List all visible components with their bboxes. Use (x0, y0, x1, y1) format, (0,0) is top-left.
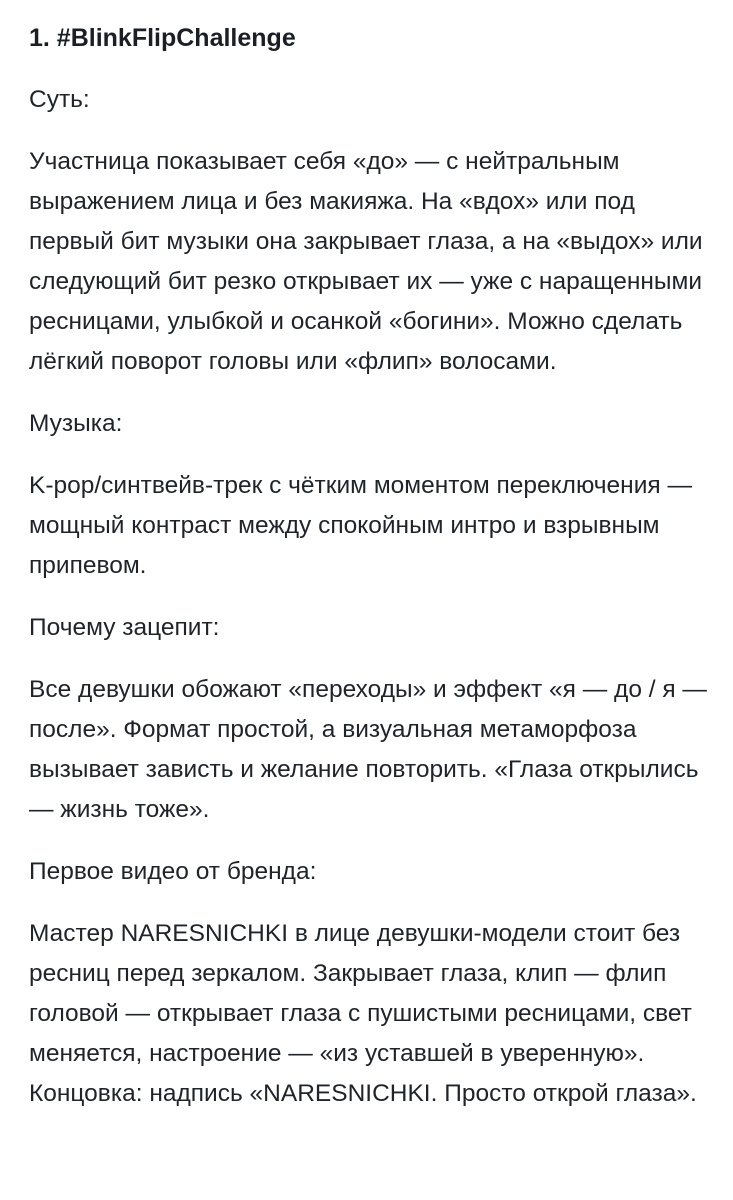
section-label-music: Музыка: (29, 410, 123, 437)
section-label-first-video: Первое видео от бренда: (29, 858, 317, 885)
section-text-why: Все девушки обожают «переходы» и эффект «я — до / я — после». Формат простой, а визуальная метаморфоза вызывает зависть и желание повторить. «Глаза открылись — жизнь тоже». (29, 676, 707, 823)
section-label-why: Почему зацепит: (29, 614, 220, 641)
section-text-music: K-pop/синтвейв-трек с чётким моментом переключения — мощный контраст между спокойным интро и взрывным припевом. (29, 472, 692, 579)
section-text-essence: Участница показывает себя «до» — с нейтральным выражением лица и без макияжа. На «вдох» или под первый бит музыки она закрывает глаза, а на «выдох» или следующий бит резко открывает их — уже с наращенными ресницами, улыбкой и осанкой «богини». Можно сделать лёгкий поворот головы или «флип» волосами. (29, 148, 703, 375)
document-title: 1. #BlinkFlipChallenge (29, 24, 296, 52)
section-text-first-video: Мастер NARESNICHKI в лице девушки-модели стоит без ресниц перед зеркалом. Закрывает глаза, клип — флип головой — открывает глаза с пушистыми ресницами, свет меняется, настроение — «из уставшей в уверенную». Концовка: надпись «NARESNICHKI. Просто открой глаза». (29, 920, 697, 1107)
document-body (29, 18, 725, 1136)
section-label-essence: Суть: (29, 86, 90, 113)
